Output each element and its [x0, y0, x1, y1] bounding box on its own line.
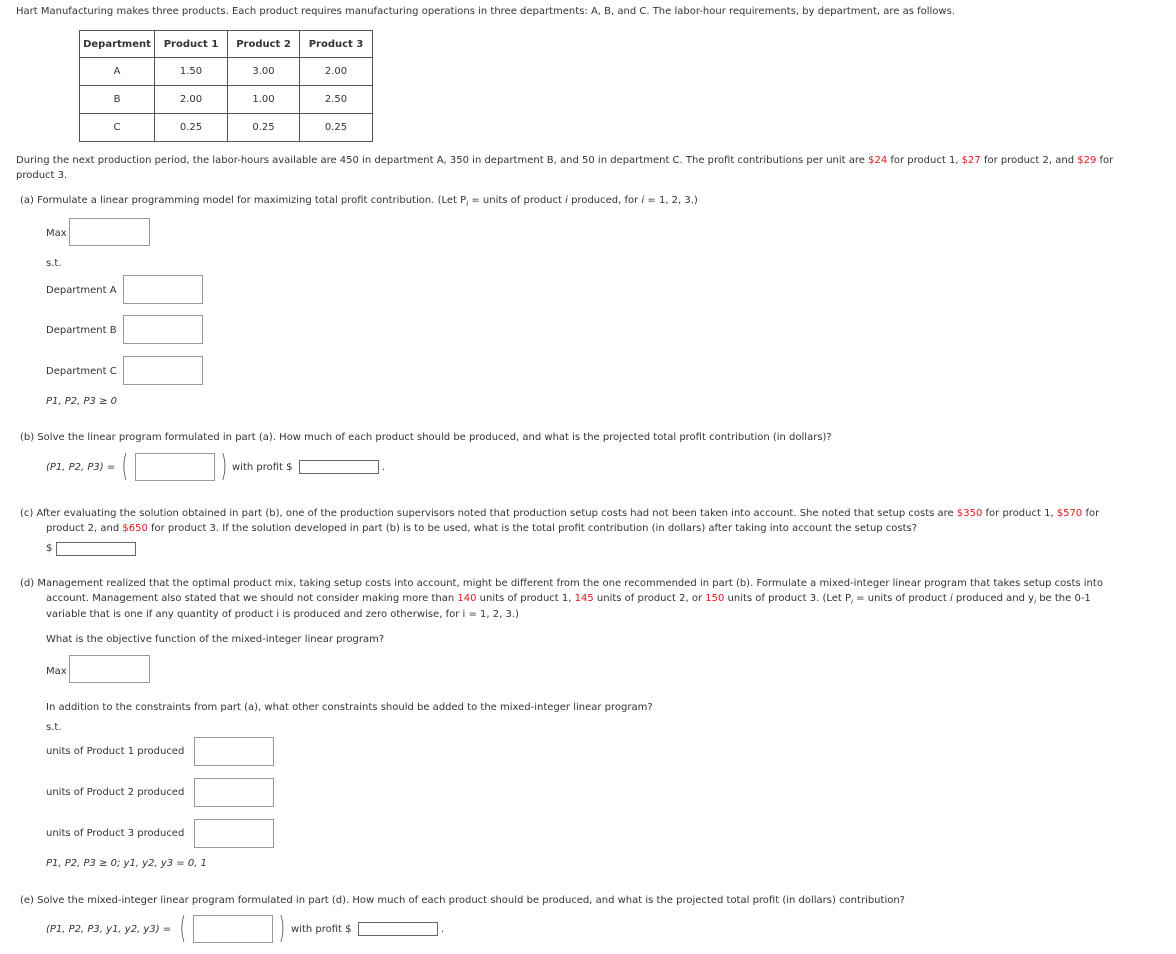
max-units-1: 140 [457, 593, 477, 604]
part-b-question: (b) Solve the linear program formulated in part (a). How much of each product should be produced, and what is the projected total profit contribution (in dollars)? [20, 432, 832, 443]
question-text: = units of product [468, 195, 566, 206]
mip-solution-input[interactable] [193, 915, 273, 943]
st-label: s.t. [46, 258, 62, 269]
part-d-question-line2: account. Management also stated that we should not consider making more than 140 units of product 1, 145 units of product 2, or 150 units of product 3. (Let $P_i$ = units of product i produced and $y_i$ be the 0-1 [46, 593, 1091, 606]
question-text: for product 3. If the solution developed in part (b) is to be used, what is the total profit contribution (in dollars) after taking into account the setup costs? [147, 523, 918, 534]
mip-objective-input[interactable] [69, 655, 150, 683]
header-department: Department [80, 31, 155, 58]
cell: 1.00 [228, 86, 300, 114]
department-a-constraint-input[interactable] [123, 275, 203, 304]
question-text: units of product 2, or [593, 593, 706, 604]
nonnegativity-constraint: P1, P2, P3 ≥ 0 [46, 396, 117, 407]
part-c-question-line2 [46, 523, 917, 534]
close-paren: ) [220, 449, 228, 484]
period: . [382, 462, 386, 473]
setup-cost-3: $650 [122, 523, 148, 534]
st-label: s.t. [46, 722, 62, 733]
cell: 3.00 [228, 58, 300, 86]
cell: 1.50 [155, 58, 228, 86]
question-text: for [1082, 508, 1100, 519]
period: . [441, 924, 445, 935]
profit-product-1: $24 [868, 155, 888, 166]
table-row [80, 86, 373, 114]
part-d-question-line3: variable that is one if any quantity of product i is produced and zero otherwise, for i = 1, 2, 3.) [46, 609, 519, 620]
department-b-label: Department B [46, 325, 117, 336]
italic-i: i [641, 195, 645, 206]
question-text: units of product 1, [476, 593, 575, 604]
units-product-2-input[interactable] [194, 778, 274, 807]
max-units-3: 150 [705, 593, 725, 604]
units-product-3-input[interactable] [194, 819, 274, 848]
question-text: produced, for [567, 195, 642, 206]
question-text: product 2, and [46, 523, 123, 534]
variable-domain-constraint: P1, P2, P3 ≥ 0; y1, y2, y3 = 0, 1 [46, 858, 207, 869]
info-text: for product 1, [887, 155, 962, 166]
max-units-2: 145 [574, 593, 594, 604]
table-header-row [80, 31, 373, 58]
dollar-sign: $ [46, 543, 53, 554]
cell: 0.25 [228, 114, 300, 142]
profit-product-2: $27 [961, 155, 981, 166]
units-product-3-label: units of Product 3 produced [46, 828, 185, 839]
question-text: account. Management also stated that we should not consider making more than [46, 593, 458, 604]
header-product-1: Product 1 [155, 31, 228, 58]
cell: C [80, 114, 155, 142]
total-profit-after-setup-input[interactable] [56, 542, 136, 556]
question-text: for product 1, [982, 508, 1057, 519]
units-product-1-label: units of Product 1 produced [46, 746, 185, 757]
close-paren: ) [278, 911, 286, 946]
objective-question: What is the objective function of the mixed-integer linear program? [46, 634, 385, 645]
solution-tuple-label: (P1, P2, P3) = [46, 462, 116, 473]
setup-cost-2: $570 [1056, 508, 1083, 519]
cell: B [80, 86, 155, 114]
part-c-question-line1 [20, 508, 1099, 519]
table-row [80, 58, 373, 86]
cell: 0.25 [300, 114, 373, 142]
part-a-question [20, 195, 698, 208]
question-text: = units of product [853, 593, 950, 604]
cell: A [80, 58, 155, 86]
department-a-label: Department A [46, 285, 117, 296]
question-text: produced and y [952, 593, 1035, 604]
intro-text: Hart Manufacturing makes three products. Each product requires manufacturing operations in three departments: A, B, and C. The labor-hour requirements, by department, are as follows. [16, 6, 955, 17]
italic-i: i [565, 195, 568, 206]
info-text: During the next production period, the labor-hours available are 450 in department A, 350 in department B, and 50 in department C. The profit contributions per unit are [16, 155, 869, 166]
availability-text-line2: product 3. [16, 170, 68, 181]
part-d-question-line1: (d) Management realized that the optimal product mix, taking setup costs into account, might be different from the one recommended in part (b). Formulate a mixed-integer linear program that takes setup costs into [20, 578, 1103, 589]
part-e-question: (e) Solve the mixed-integer linear program formulated in part (d). How much of each product should be produced, and what is the projected total profit (in dollars) contribution? [20, 895, 905, 906]
profit-input[interactable] [299, 460, 379, 474]
setup-cost-1: $350 [956, 508, 983, 519]
with-profit-label: with profit $ [291, 924, 352, 935]
cell: 2.00 [300, 58, 373, 86]
open-paren: ( [121, 449, 129, 484]
max-label: Max [46, 666, 67, 677]
max-label: Max [46, 228, 67, 239]
cell: 2.00 [155, 86, 228, 114]
labor-hours-table [79, 30, 373, 142]
availability-text [16, 155, 1113, 166]
cell: 2.50 [300, 86, 373, 114]
with-profit-label: with profit $ [232, 462, 293, 473]
question-text: units of product 3. (Let P [724, 593, 852, 604]
header-product-2: Product 2 [228, 31, 300, 58]
department-b-constraint-input[interactable] [123, 315, 203, 344]
cell: 0.25 [155, 114, 228, 142]
question-text: (c) After evaluating the solution obtained in part (b), one of the production supervisors noted that production setup costs had not been taken into account. She noted that setup costs are [20, 508, 957, 519]
units-product-2-label: units of Product 2 produced [46, 787, 185, 798]
department-c-label: Department C [46, 366, 117, 377]
table-row [80, 114, 373, 142]
info-text: for [1096, 155, 1114, 166]
open-paren: ( [179, 911, 187, 946]
units-product-1-input[interactable] [194, 737, 274, 766]
objective-input[interactable] [69, 218, 150, 246]
info-text: for product 2, and [980, 155, 1078, 166]
profit-product-3: $29 [1077, 155, 1097, 166]
constraints-question: In addition to the constraints from part (a), what other constraints should be added to the mixed-integer linear program? [46, 702, 653, 713]
mip-solution-tuple-label: (P1, P2, P3, y1, y2, y3) = [46, 924, 172, 935]
question-text: = 1, 2, 3.) [644, 195, 698, 206]
question-text: be the 0-1 [1036, 593, 1091, 604]
solution-input[interactable] [135, 453, 215, 481]
question-text: (a) Formulate a linear programming model for maximizing total profit contribution. (Let P [20, 195, 467, 206]
subscript: i [466, 200, 469, 208]
header-product-3: Product 3 [300, 31, 373, 58]
mip-profit-input[interactable] [358, 922, 438, 936]
department-c-constraint-input[interactable] [123, 356, 203, 385]
